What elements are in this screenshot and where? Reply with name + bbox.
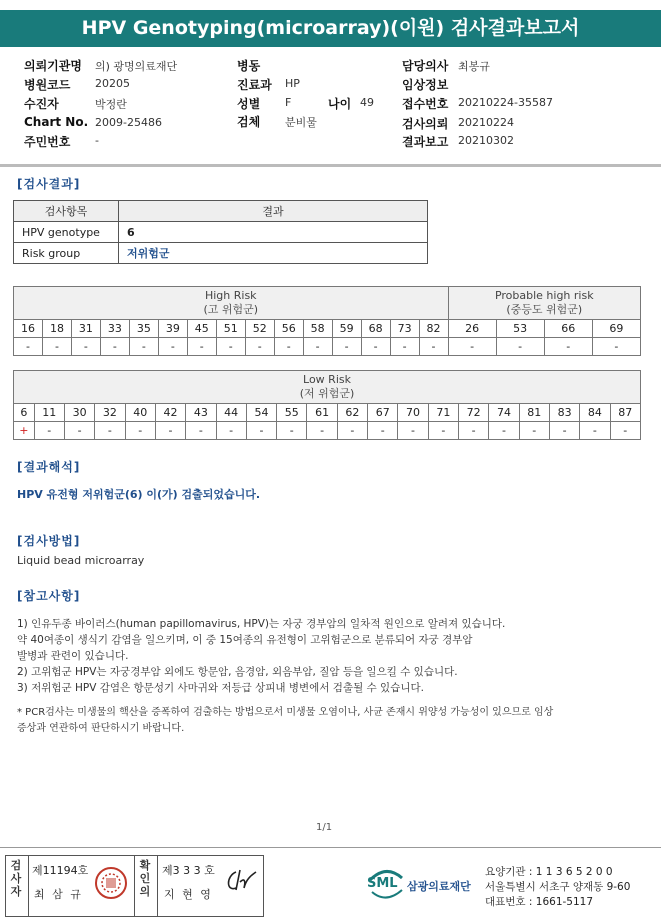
genotype-result-cell: - xyxy=(610,422,640,440)
genotype-result-cell: - xyxy=(368,422,398,440)
genotype-result-cell: - xyxy=(129,338,158,356)
specimen-value: 분비물 xyxy=(285,116,317,129)
genotype-result-cell: - xyxy=(155,422,185,440)
probable-risk-label-kr: (중등도 위험군) xyxy=(506,303,583,316)
examinee-value: 박정란 xyxy=(95,98,127,111)
genotype-result-cell: - xyxy=(125,422,155,440)
genotype-result-cell: - xyxy=(489,422,519,440)
genotype-cell: 67 xyxy=(368,404,398,422)
org-name: 삼광의료재단 xyxy=(407,880,471,893)
genotype-result-cell: - xyxy=(544,338,592,356)
high-risk-label: High Risk xyxy=(204,289,257,302)
genotype-result-cell: - xyxy=(459,422,489,440)
genotype-cell: 66 xyxy=(544,320,592,338)
row-genotype-result: 6 xyxy=(119,222,428,243)
receipt-label: 접수번호 xyxy=(402,97,449,111)
genotype-cell: 83 xyxy=(549,404,579,422)
section-notes: [참고사항] xyxy=(17,589,81,603)
hospital-code-value: 20205 xyxy=(95,77,130,90)
genotype-result-cell: - xyxy=(71,338,100,356)
section-result: [검사결과] xyxy=(17,177,81,191)
ward-label: 병동 xyxy=(237,59,261,73)
genotype-cell: 72 xyxy=(459,404,489,422)
genotype-result-cell: - xyxy=(580,422,610,440)
low-risk-label: Low Risk xyxy=(303,373,351,386)
genotype-cell: 68 xyxy=(361,320,390,338)
genotype-result-cell: - xyxy=(549,422,579,440)
probable-risk-label: Probable high risk xyxy=(494,289,594,302)
result-table xyxy=(13,200,428,264)
patient-info xyxy=(0,52,661,167)
report-value: 20210302 xyxy=(458,134,514,147)
genotype-cell: 42 xyxy=(155,404,185,422)
receipt-value: 20210224-35587 xyxy=(458,96,553,109)
genotype-cell: 51 xyxy=(216,320,245,338)
genotype-cell: 40 xyxy=(125,404,155,422)
confirm-number: 제3 3 3 호 xyxy=(162,864,215,877)
genotype-result-cell: - xyxy=(158,338,187,356)
genotype-cell: 44 xyxy=(216,404,246,422)
note-line: 2) 고위험군 HPV는 자궁경부암 외에도 항문암, 음경암, 외음부암, 질암 등을 일으킬 수 있습니다. xyxy=(17,666,458,678)
sex-value: F xyxy=(285,96,292,109)
section-method: [검사방법] xyxy=(17,534,81,548)
dept-value: HP xyxy=(285,77,300,90)
specimen-label: 검체 xyxy=(237,115,261,129)
report-title: HPV Genotyping(microarray)(이원) 검사결과보고서 xyxy=(0,10,661,47)
resident-label: 주민번호 xyxy=(24,135,71,149)
genotype-result-cell: + xyxy=(14,422,35,440)
genotype-cell: 62 xyxy=(337,404,367,422)
confirm-label: 확인의 xyxy=(139,859,151,898)
genotype-result-cell: - xyxy=(100,338,129,356)
genotype-result-cell: - xyxy=(448,338,496,356)
report-label: 결과보고 xyxy=(402,135,449,149)
genotype-cell: 30 xyxy=(64,404,94,422)
high-risk-label-kr: (고 위험군) xyxy=(203,303,259,316)
genotype-cell: 71 xyxy=(428,404,458,422)
footnote-line: * PCR검사는 미생물의 핵산을 증폭하여 검출하는 방법으로서 미생물 오염이나, 사균 존재시 위양성 가능성이 있으므로 임상 xyxy=(17,707,554,718)
note-line: 약 40여종이 생식기 감염을 일으키며, 이 중 15여종의 유전형이 고위험군으로 분류되어 자궁 경부암 xyxy=(17,634,473,646)
institution-value: 의) 광명의료재단 xyxy=(95,60,178,73)
genotype-result-cell: - xyxy=(216,338,245,356)
genotype-result-cell: - xyxy=(519,422,549,440)
genotype-cell: 31 xyxy=(71,320,100,338)
genotype-result-cell: - xyxy=(42,338,71,356)
genotype-cell: 53 xyxy=(496,320,544,338)
footnote-line: 증상과 연관하여 판단하시기 바랍니다. xyxy=(17,723,185,734)
sex-label: 성별 xyxy=(237,97,261,111)
examinee-label: 수진자 xyxy=(24,97,59,111)
genotype-result-cell: - xyxy=(64,422,94,440)
note-line: 발병과 관련이 있습니다. xyxy=(17,650,129,662)
genotype-cell: 70 xyxy=(398,404,428,422)
section-interpretation: [결과해석] xyxy=(17,460,81,474)
high-risk-table xyxy=(13,286,641,356)
footer-divider xyxy=(0,847,661,848)
genotype-cell: 82 xyxy=(419,320,448,338)
signature-icon xyxy=(222,866,258,896)
inspector-label: 검사자 xyxy=(10,859,22,898)
high-risk-group-header xyxy=(14,287,449,320)
genotype-cell: 69 xyxy=(592,320,640,338)
genotype-cell: 6 xyxy=(14,404,35,422)
chart-label: Chart No. xyxy=(24,115,89,129)
row-genotype-item: HPV genotype xyxy=(14,222,119,243)
page-number: 1/1 xyxy=(316,822,333,833)
genotype-result-cell: - xyxy=(95,422,125,440)
org-phone: 대표번호 : 1661-5117 xyxy=(485,896,594,908)
genotype-cell: 11 xyxy=(34,404,64,422)
org-address: 서울특별시 서초구 양재동 9-60 xyxy=(485,881,631,893)
genotype-cell: 73 xyxy=(390,320,419,338)
logo-text: SML xyxy=(367,876,398,891)
inspector-name: 최 삼 규 xyxy=(34,888,83,901)
genotype-result-cell: - xyxy=(398,422,428,440)
genotype-result-cell: - xyxy=(496,338,544,356)
genotype-cell: 56 xyxy=(274,320,303,338)
genotype-cell: 59 xyxy=(332,320,361,338)
doctor-value: 최봉규 xyxy=(458,60,490,73)
genotype-cell: 43 xyxy=(186,404,216,422)
note-line: 1) 인유두종 바이러스(human papillomavirus, HPV)는 자궁 경부암의 일차적 원인으로 알려져 있습니다. xyxy=(17,618,506,630)
genotype-result-cell: - xyxy=(277,422,307,440)
genotype-result-cell: - xyxy=(34,422,64,440)
institution-label: 의뢰기관명 xyxy=(24,59,82,73)
inspector-number: 제11194호 xyxy=(32,864,89,877)
genotype-result-cell: - xyxy=(245,338,274,356)
genotype-cell: 33 xyxy=(100,320,129,338)
genotype-result-cell: - xyxy=(14,338,43,356)
genotype-result-cell: - xyxy=(186,422,216,440)
genotype-cell: 87 xyxy=(610,404,640,422)
genotype-cell: 39 xyxy=(158,320,187,338)
request-label: 검사의뢰 xyxy=(402,117,449,131)
genotype-result-cell: - xyxy=(303,338,332,356)
method-text: Liquid bead microarray xyxy=(17,554,145,567)
genotype-cell: 52 xyxy=(245,320,274,338)
confirm-name: 지 현 영 xyxy=(164,888,213,901)
low-risk-table xyxy=(13,370,641,440)
genotype-cell: 35 xyxy=(129,320,158,338)
genotype-result-cell: - xyxy=(307,422,337,440)
genotype-cell: 81 xyxy=(519,404,549,422)
low-risk-group-header xyxy=(14,371,641,404)
genotype-result-cell: - xyxy=(337,422,367,440)
org-code: 요양기관 : 1 1 3 6 5 2 0 0 xyxy=(485,866,613,878)
genotype-cell: 61 xyxy=(307,404,337,422)
genotype-cell: 84 xyxy=(580,404,610,422)
request-value: 20210224 xyxy=(458,116,514,129)
genotype-cell: 32 xyxy=(95,404,125,422)
genotype-result-cell: - xyxy=(274,338,303,356)
seal-stamp-icon xyxy=(94,866,128,900)
probable-risk-group-header xyxy=(448,287,640,320)
genotype-cell: 74 xyxy=(489,404,519,422)
age-value: 49 xyxy=(360,96,374,109)
genotype-result-cell: - xyxy=(419,338,448,356)
genotype-cell: 58 xyxy=(303,320,332,338)
dept-label: 진료과 xyxy=(237,78,272,92)
genotype-result-cell: - xyxy=(246,422,276,440)
genotype-result-cell: - xyxy=(216,422,246,440)
row-risk-result: 저위험군 xyxy=(119,243,428,264)
genotype-cell: 45 xyxy=(187,320,216,338)
hospital-code-label: 병원코드 xyxy=(24,78,71,92)
age-label: 나이 xyxy=(328,97,352,111)
chart-value: 2009-25486 xyxy=(95,116,162,129)
resident-value: - xyxy=(95,134,99,147)
genotype-cell: 54 xyxy=(246,404,276,422)
genotype-cell: 55 xyxy=(277,404,307,422)
clinical-label: 임상정보 xyxy=(402,78,449,92)
note-line: 3) 저위험군 HPV 감염은 항문성기 사마귀와 저등급 상피내 병변에서 검출될 수 있습니다. xyxy=(17,682,424,694)
interpretation-text: HPV 유전형 저위험군(6) 이(가) 검출되었습니다. xyxy=(17,488,261,501)
row-risk-item: Risk group xyxy=(14,243,119,264)
low-risk-label-kr: (저 위험군) xyxy=(299,387,355,400)
genotype-result-cell: - xyxy=(332,338,361,356)
genotype-cell: 16 xyxy=(14,320,43,338)
genotype-cell: 18 xyxy=(42,320,71,338)
genotype-result-cell: - xyxy=(187,338,216,356)
genotype-result-cell: - xyxy=(361,338,390,356)
col-item-header: 검사항목 xyxy=(14,201,119,222)
genotype-result-cell: - xyxy=(428,422,458,440)
genotype-cell: 26 xyxy=(448,320,496,338)
col-result-header: 결과 xyxy=(119,201,428,222)
genotype-result-cell: - xyxy=(390,338,419,356)
genotype-result-cell: - xyxy=(592,338,640,356)
doctor-label: 담당의사 xyxy=(402,59,449,73)
